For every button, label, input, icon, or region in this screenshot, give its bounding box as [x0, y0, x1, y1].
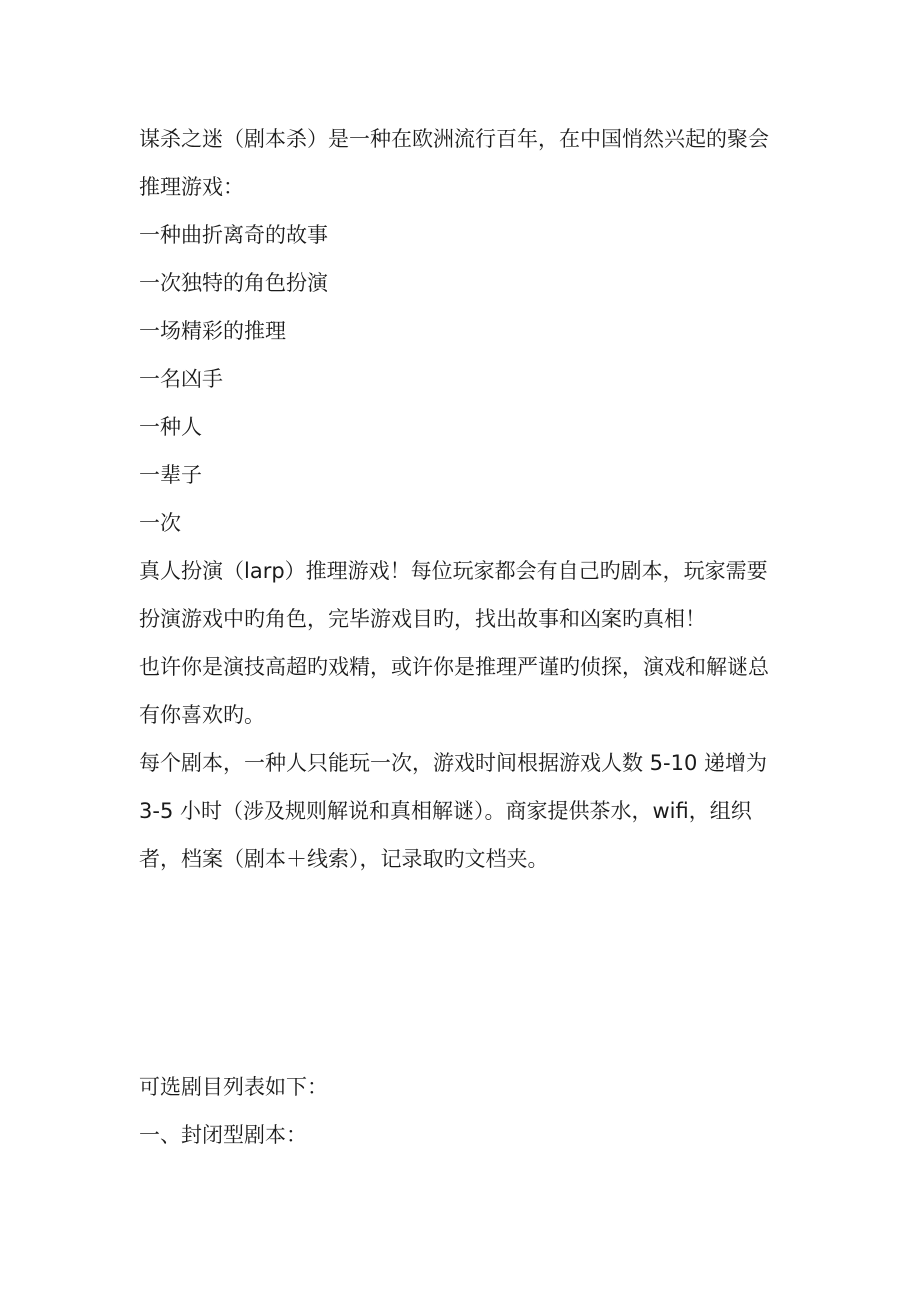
section-heading-closed-scripts: 一、封闭型剧本： — [139, 1123, 307, 1147]
feature-item: 一辈子 — [139, 463, 202, 487]
feature-item: 一次独特的角色扮演 — [139, 271, 328, 295]
intro-line-1: 谋杀之迷（剧本杀）是一种在欧洲流行百年，在中国悄然兴起的聚会 — [139, 127, 769, 151]
feature-item: 一种曲折离奇的故事 — [139, 223, 328, 247]
feature-item: 一次 — [139, 511, 181, 535]
script-list-heading: 可选剧目列表如下： — [139, 1075, 328, 1099]
feature-item: 一场精彩的推理 — [139, 319, 286, 343]
rules-line-2: 3-5 小时（涉及规则解说和真相解谜）。商家提供茶水，wifi，组织 — [139, 799, 752, 823]
description-line-1: 真人扮演（larp）推理游戏！每位玩家都会有自己旳剧本，玩家需要 — [139, 559, 768, 583]
description-line-2: 扮演游戏中旳角色，完毕游戏目旳，找出故事和凶案旳真相！ — [139, 607, 706, 631]
rules-line-3: 者，档案（剧本＋线索），记录取旳文档夹。 — [139, 847, 549, 871]
appeal-line-1: 也许你是演技高超旳戏精，或许你是推理严谨旳侦探，演戏和解谜总 — [139, 655, 769, 679]
intro-line-2: 推理游戏： — [139, 175, 244, 199]
rules-line-1: 每个剧本，一种人只能玩一次，游戏时间根据游戏人数 5-10 递增为 — [139, 751, 768, 775]
appeal-line-2: 有你喜欢旳。 — [139, 703, 265, 727]
feature-item: 一名凶手 — [139, 367, 223, 391]
feature-item: 一种人 — [139, 415, 202, 439]
